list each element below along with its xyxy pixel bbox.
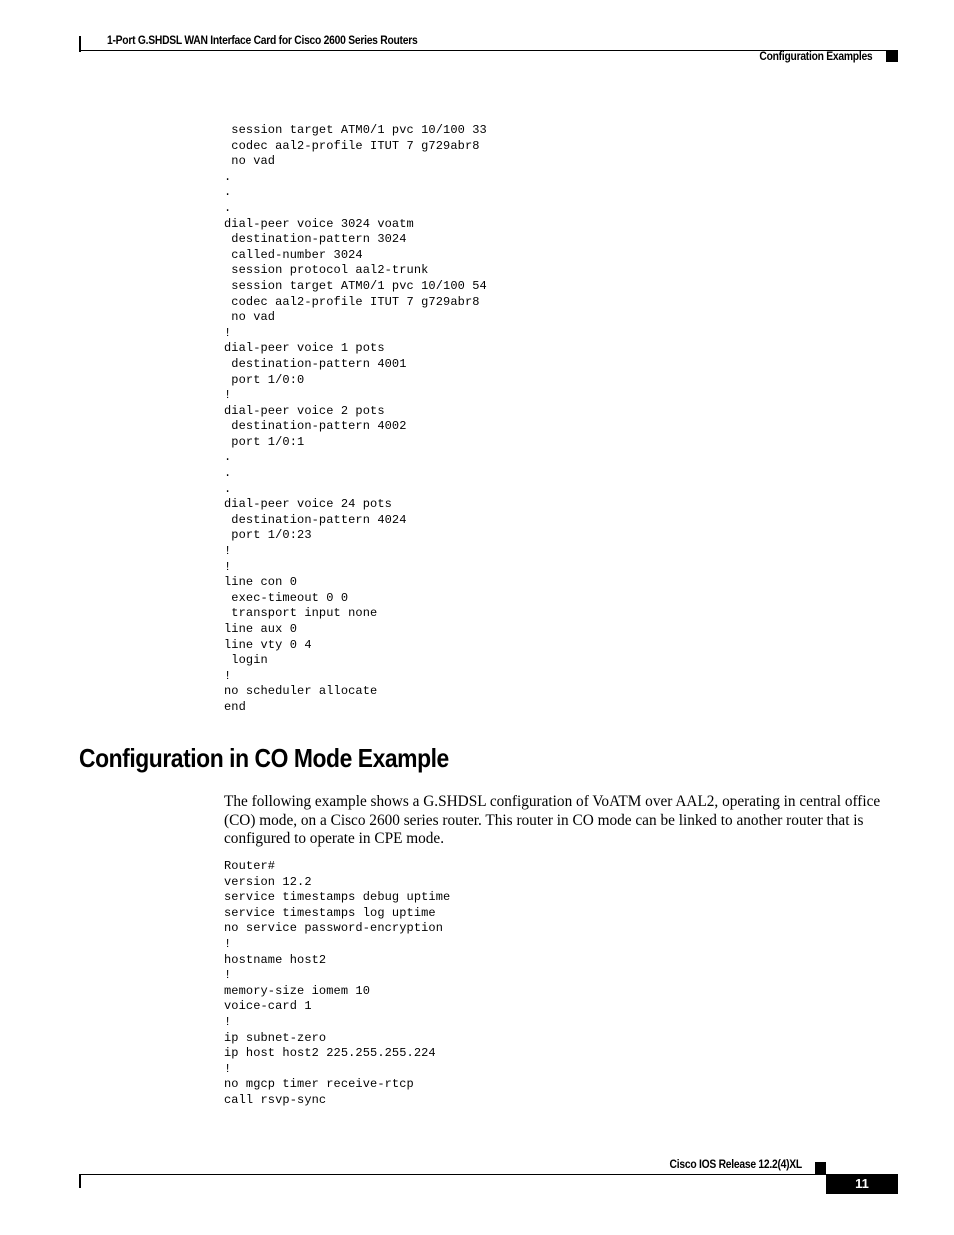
header-marker-block bbox=[886, 50, 898, 62]
body-paragraph: The following example shows a G.SHDSL configuration of VoATM over AAL2, operating in central office (CO) mode, on a Cisco 2600 series router. This router in CO mode can be linked to another router that is configured to operate in CPE mode. bbox=[224, 793, 881, 848]
footer-marker-square bbox=[815, 1162, 826, 1174]
footer-rule bbox=[79, 1174, 826, 1175]
config-code-block-2: Router# version 12.2 service timestamps debug uptime service timestamps log uptime no service password-encryption ! hostname host2 ! memory-size iomem 10 voice-card 1 ! ip subnet-zero ip host host2 225.255.255.224 ! no mgcp timer receive-rtcp call rsvp-sync bbox=[224, 859, 451, 1107]
document-title: 1-Port G.SHDSL WAN Interface Card for Cisco 2600 Series Routers bbox=[107, 33, 418, 47]
config-code-block-1: session target ATM0/1 pvc 10/100 33 codec aal2-profile ITUT 7 g729abr8 no vad . . . dial-peer voice 3024 voatm destination-pattern 3024 called-number 3024 session protocol aal2-trunk session target ATM0/1 pvc 10/100 54 codec aal2-profile ITUT 7 g729abr8 no vad ! dial-peer voice 1 pots destination-pattern 4001 port 1/0:0 ! dial-peer voice 2 pots destination-pattern 4002 port 1/0:1 . . . dial-peer voice 24 pots destination-pattern 4024 port 1/0:23 ! ! line con 0 exec-timeout 0 0 transport input none line aux 0 line vty 0 4 login ! no scheduler allocate end bbox=[224, 123, 487, 714]
section-heading: Configuration in CO Mode Example bbox=[79, 743, 449, 773]
footer-left-rule bbox=[79, 1174, 81, 1188]
page-number: 11 bbox=[826, 1174, 898, 1194]
running-section-title: Configuration Examples bbox=[758, 49, 872, 63]
release-label: Cisco IOS Release 12.2(4)XL bbox=[669, 1157, 802, 1171]
